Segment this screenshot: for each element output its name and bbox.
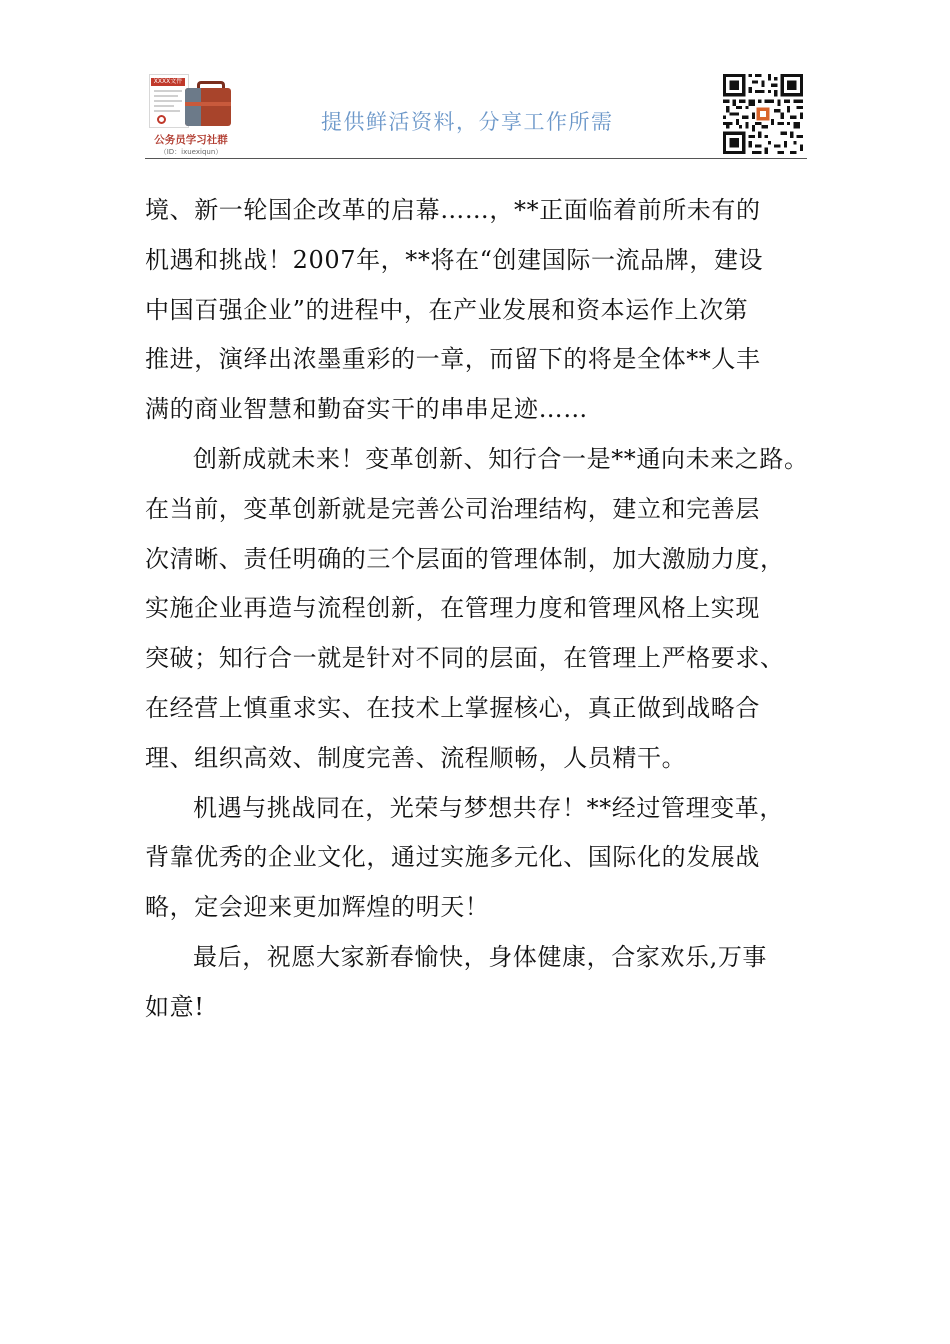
header-divider (145, 158, 807, 159)
paragraph-text: 推进，演绎出浓墨重彩的一章，而留下的将是全体**人丰 (145, 345, 761, 374)
paragraph-text: 略，定会迎来更加辉煌的明天！ (145, 893, 490, 922)
paragraph-text: 突破；知行合一就是针对不同的层面，在管理上严格要求、 (145, 644, 785, 673)
paragraph-line (145, 634, 820, 684)
briefcase-icon (185, 88, 231, 126)
paragraph-text: 如意! (145, 992, 205, 1021)
community-logo (145, 72, 237, 158)
document-body (145, 186, 820, 1033)
header-slogan: 提供鲜活资料，分享工作所需 (321, 110, 614, 134)
logo-tag: XXXX文件 (151, 78, 185, 86)
qr-code-icon (723, 74, 803, 154)
paragraph-line (145, 684, 820, 734)
paragraph-text: 在当前，变革创新就是完善公司治理结构，建立和完善层 (145, 494, 760, 523)
paragraph-text: 机遇与挑战同在，光荣与梦想共存！**经过管理变革， (193, 793, 784, 822)
paragraph-text: 创新成就未来！变革创新、知行合一是**通向未来之路。 (193, 444, 809, 473)
paragraph-line (145, 385, 820, 435)
paragraph-text: 背靠优秀的企业文化，通过实施多元化、国际化的发展战 (145, 843, 760, 872)
paragraph-line (145, 983, 820, 1033)
paragraph-text: 实施企业再造与流程创新，在管理力度和管理风格上实现 (145, 594, 760, 623)
paragraph-line (145, 584, 820, 634)
seal-icon (157, 115, 166, 124)
paragraph-line (145, 236, 820, 286)
logo-name: 公务员学习社群 (154, 134, 228, 146)
logo-id: （ID：ixuexiqun） (159, 148, 223, 156)
paragraph-text: 中国百强企业”的进程中，在产业发展和资本运作上次第 (145, 295, 749, 324)
paragraph-line (145, 933, 820, 983)
paragraph-line (145, 784, 820, 834)
paragraph-line (145, 286, 820, 336)
document-icon (149, 74, 189, 128)
paragraph-text: 理、组织高效、制度完善、流程顺畅，人员精干。 (145, 743, 687, 772)
paragraph-line (145, 335, 820, 385)
paragraph-line (145, 535, 820, 585)
paragraph-text: 最后，祝愿大家新春愉快，身体健康，合家欢乐,万事 (193, 942, 768, 971)
page-header (145, 72, 807, 162)
paragraph-line (145, 833, 820, 883)
paragraph-line (145, 485, 820, 535)
paragraph-text: 在经营上慎重求实、在技术上掌握核心，真正做到战略合 (145, 693, 760, 722)
paragraph-text: 机遇和挑战！2007年，**将在“创建国际一流品牌，建设 (145, 245, 764, 274)
paragraph-text: 满的商业智慧和勤奋实干的串串足迹…… (145, 395, 588, 424)
paragraph-line (145, 883, 820, 933)
paragraph-text: 次清晰、责任明确的三个层面的管理体制，加大激励力度， (145, 544, 785, 573)
paragraph-line (145, 734, 820, 784)
paragraph-text: 境、新一轮国企改革的启幕……，**正面临着前所未有的 (145, 196, 761, 224)
paragraph-line (145, 435, 820, 485)
paragraph-line (145, 186, 820, 236)
